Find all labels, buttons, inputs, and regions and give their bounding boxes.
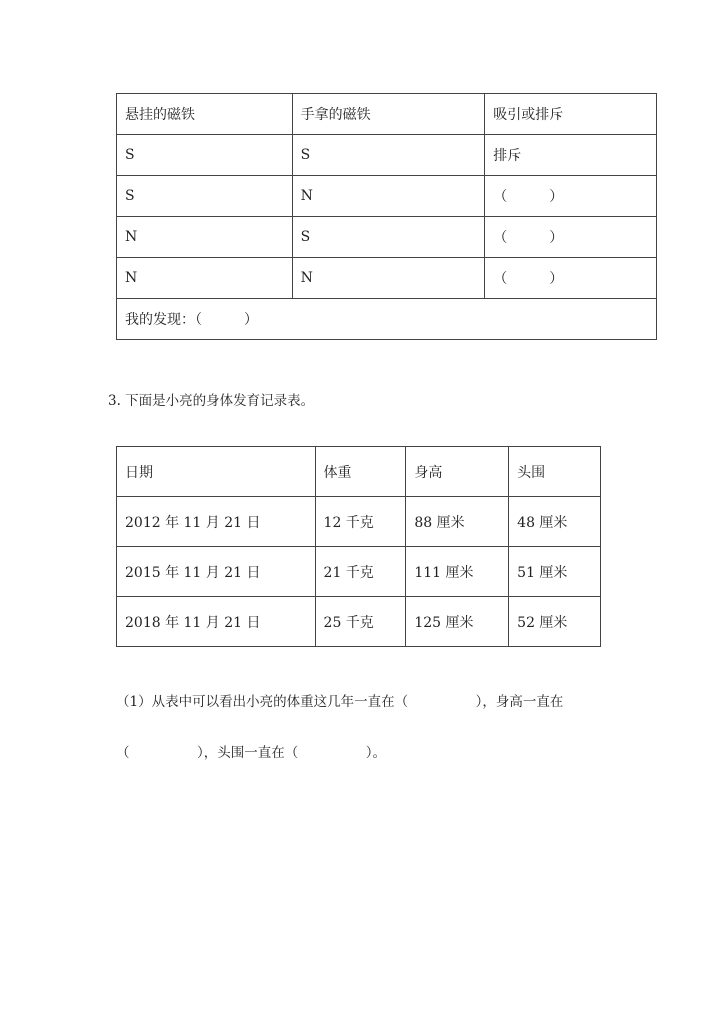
cell: 88 厘米 — [406, 497, 509, 547]
cell: S — [117, 135, 293, 176]
header-cell: 体重 — [315, 447, 406, 497]
header-cell: 悬挂的磁铁 — [117, 94, 293, 135]
table-row — [117, 547, 601, 597]
table-header-row — [117, 94, 657, 135]
table-row — [117, 497, 601, 547]
table-row — [117, 217, 657, 258]
growth-record-table — [116, 446, 601, 647]
cell: 2012 年 11 月 21 日 — [117, 497, 316, 547]
table-row — [117, 135, 657, 176]
sub-question-1-line-1: （1）从表中可以看出小亮的体重这几年一直在（ ），身高一直在 — [116, 694, 564, 710]
cell: S — [292, 135, 485, 176]
cell: 125 厘米 — [406, 597, 509, 647]
cell: N — [117, 217, 293, 258]
header-cell: 手拿的磁铁 — [292, 94, 485, 135]
table-row — [117, 597, 601, 647]
magnet-table — [116, 93, 657, 340]
cell: 111 厘米 — [406, 547, 509, 597]
cell: 12 千克 — [315, 497, 406, 547]
header-cell: 身高 — [406, 447, 509, 497]
table-header-row — [117, 447, 601, 497]
finding-row — [117, 299, 657, 340]
answer-blank[interactable]: （ ） — [485, 258, 657, 299]
cell: 51 厘米 — [509, 547, 601, 597]
cell: N — [117, 258, 293, 299]
cell: 25 千克 — [315, 597, 406, 647]
finding-cell[interactable]: 我的发现：（ ） — [117, 299, 657, 340]
header-cell: 日期 — [117, 447, 316, 497]
cell: 48 厘米 — [509, 497, 601, 547]
header-cell: 头围 — [509, 447, 601, 497]
answer-blank[interactable]: （ ） — [485, 217, 657, 258]
cell: 21 千克 — [315, 547, 406, 597]
cell: 2018 年 11 月 21 日 — [117, 597, 316, 647]
sub-question-1-line-2: （ ），头围一直在（ ）。 — [116, 745, 386, 761]
cell: S — [292, 217, 485, 258]
cell: 2015 年 11 月 21 日 — [117, 547, 316, 597]
table-row — [117, 176, 657, 217]
cell: 52 厘米 — [509, 597, 601, 647]
answer-blank[interactable]: （ ） — [485, 176, 657, 217]
question-3-title: 3. 下面是小亮的身体发育记录表。 — [108, 393, 315, 409]
cell: S — [117, 176, 293, 217]
cell: N — [292, 176, 485, 217]
cell: 排斥 — [485, 135, 657, 176]
table-row — [117, 258, 657, 299]
header-cell: 吸引或排斥 — [485, 94, 657, 135]
cell: N — [292, 258, 485, 299]
